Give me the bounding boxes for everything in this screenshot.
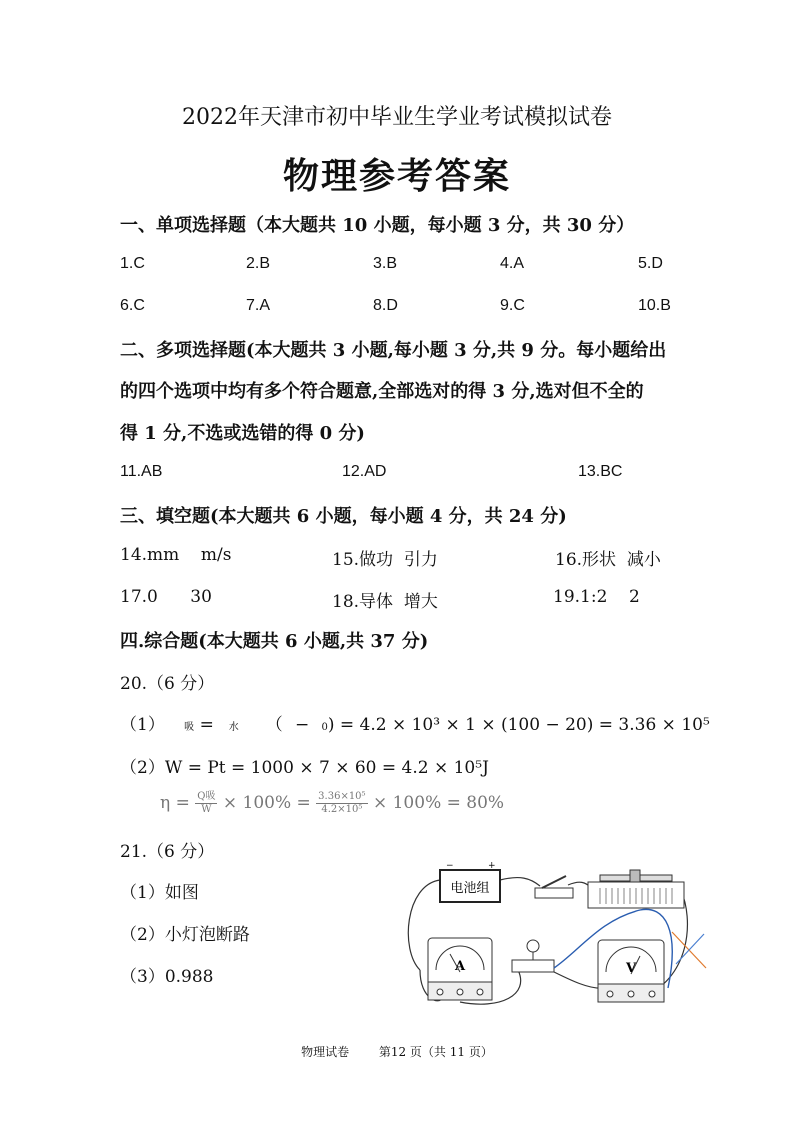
section2-heading-line2: 的四个选项中均有多个符合题意,全部选对的得 3 分,选对但不全的 (120, 381, 644, 402)
answer-6: 6.C (120, 297, 145, 314)
q20-label: 20.（6 分） (120, 674, 215, 694)
q21-label: 21.（6 分） (120, 842, 215, 862)
answer-16: 16.形状 减小 (555, 550, 661, 570)
section4-heading: 四.综合题(本大题共 6 小题,共 37 分) (120, 631, 429, 652)
answer-17: 17.0 30 (120, 587, 212, 607)
answer-5: 5.D (638, 255, 663, 272)
answer-8: 8.D (373, 297, 398, 314)
cross-line-2 (676, 934, 704, 964)
answer-13: 13.BC (578, 463, 623, 480)
battery-pos-sign: + (488, 861, 496, 871)
battery-label: 电池组 (450, 881, 490, 896)
lamp (512, 940, 554, 972)
exam-title: 2022年天津市初中毕业生学业考试模拟试卷 (182, 105, 612, 130)
answer-3: 3.B (373, 255, 398, 272)
footer-subject: 物理试卷 (301, 1045, 350, 1059)
answer-14: 14.mm m/s (120, 545, 232, 565)
section3-heading: 三、填空题(本大题共 6 小题，每小题 4 分，共 24 分) (120, 506, 567, 527)
section2-heading-line1: 二、多项选择题(本大题共 3 小题,每小题 3 分,共 9 分。每小题给出 (120, 340, 667, 361)
q21-item3: （3）0.988 (120, 967, 214, 987)
page-footer (0, 1043, 794, 1060)
efficiency-fraction-1: $\frac{\text{Q吸}}{W}$ (197, 791, 216, 815)
answer-11: 11.AB (120, 463, 163, 480)
q20-line1: （1） Q吸 = c水 m （t − t0) = 4.2 × 10³ × 1 × (100 − 20) = 3.36 × 10⁵ (120, 715, 710, 735)
wire-battery-switch (500, 878, 540, 886)
answer-9: 9.C (500, 297, 525, 314)
circuit-diagram (400, 860, 720, 1015)
ammeter-label: A (454, 959, 466, 974)
battery-neg-sign: − (446, 861, 454, 871)
wire-lamp-voltmeter (550, 970, 605, 988)
section2-heading-line3: 得 1 分,不选或选错的得 0 分) (120, 423, 365, 444)
section1-heading: 一、单项选择题（本大题共 10 小题，每小题 3 分，共 30 分） (120, 215, 635, 236)
answer-15: 15.做功 引力 (332, 550, 438, 570)
efficiency-fraction-2: $\frac{\text{3.36×10⁵}}{\text{4.2×10⁵}}$ (318, 791, 366, 815)
footer-page: 第12 页（共 11 页） (378, 1045, 493, 1059)
voltmeter-label: V (625, 961, 637, 976)
answer-12: 12.AD (342, 463, 387, 480)
answer-4: 4.A (500, 255, 525, 272)
answer-2: 2.B (246, 255, 271, 272)
rheostat (588, 870, 684, 908)
answer-18: 18.导体 增大 (332, 592, 438, 612)
answer-10: 10.B (638, 297, 671, 314)
subject-title: 物理参考答案 (282, 155, 511, 197)
q21-item1: （1）如图 (120, 883, 199, 903)
answer-1: 1.C (120, 255, 145, 272)
switch (535, 876, 573, 898)
answer-7: 7.A (246, 297, 271, 314)
answer-19: 19.1:2 2 (553, 587, 640, 607)
q20-line2: （2）W = Pt = 1000 × 7 × 60 = 4.2 × 10⁵J (120, 758, 489, 778)
q21-item2: （2）小灯泡断路 (120, 925, 250, 945)
q20-line3: η = $\frac{\text{Q吸}}{W}$ × 100% = $\frac{\text{3.36×10⁵}}{\text{4.2×10⁵}}$ × 100% = 80% (160, 791, 505, 815)
